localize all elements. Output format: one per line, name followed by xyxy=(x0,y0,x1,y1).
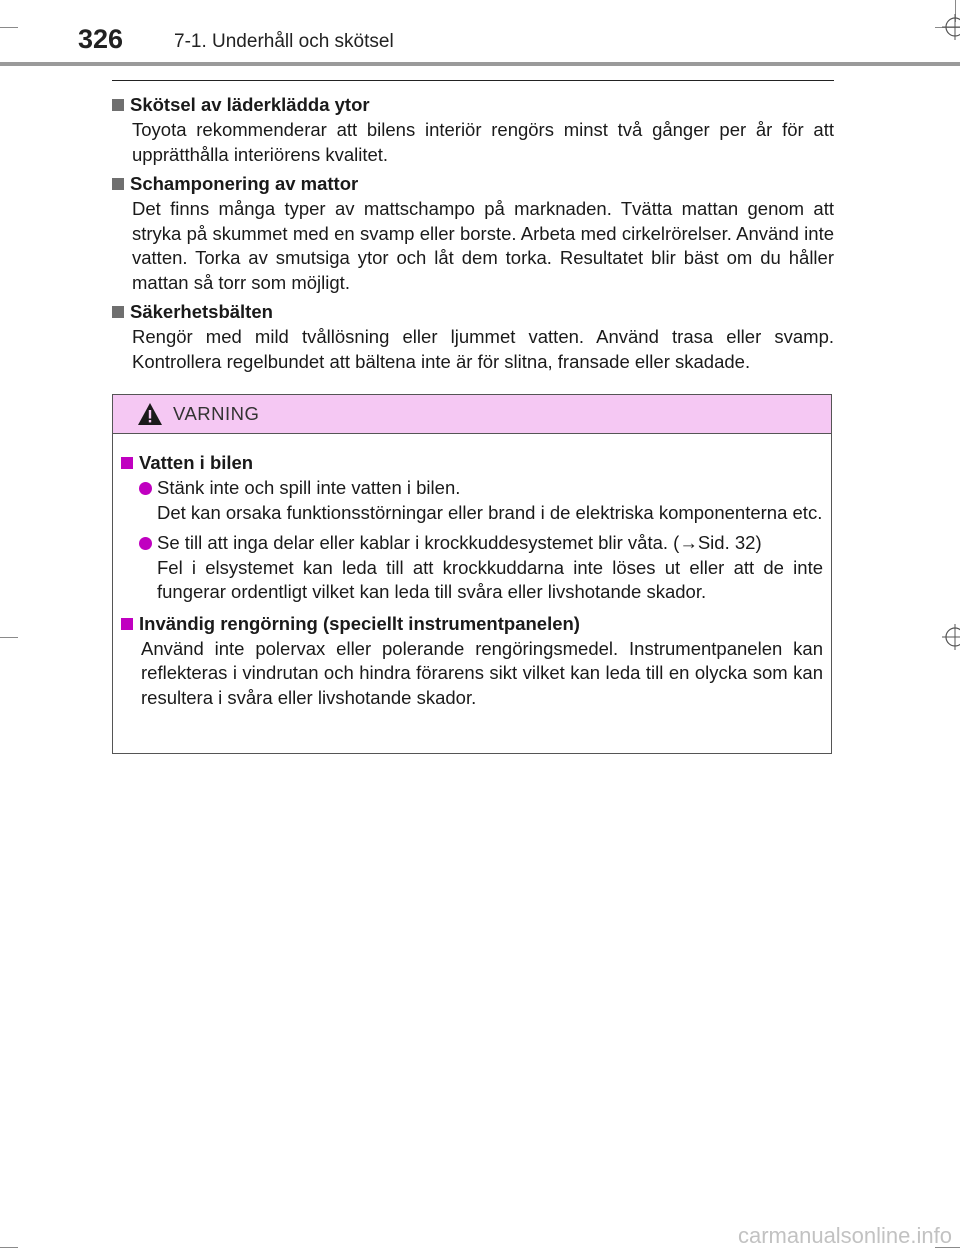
section-title: 7-1. Underhåll och skötsel xyxy=(174,31,394,52)
section-heading-text: Skötsel av läderklädda ytor xyxy=(130,94,370,115)
warning-bullet-text xyxy=(157,476,823,525)
square-bullet-icon xyxy=(112,99,124,111)
section-body-text: Toyota rekommenderar att bilens interiör rengörs minst två gånger per år för att upprätthålla interiörens kvalitet. xyxy=(132,119,834,165)
page-reference-link[interactable]: Sid. 32) xyxy=(697,532,762,553)
crop-line-bottom-left xyxy=(0,1247,18,1248)
warning-block-heading xyxy=(121,611,823,637)
section-leather-care xyxy=(112,92,834,167)
warning-title: VARNING xyxy=(173,403,260,424)
bullet-line: Se till att inga delar eller kablar i krockkuddesystemet blir våta. ( xyxy=(157,532,680,553)
section-body-text: Det finns många typer av mattschampo på marknaden. Tvätta mattan genom att stryka på skummet med en svamp eller borste. Arbeta med cirkelrörelser. Använd inte vatten. Torka av smutsiga ytor och låt dem torka. Resultatet blir bäst om du håller mattan så torr som möjligt. xyxy=(132,198,834,293)
circle-bullet-icon xyxy=(139,537,152,550)
warning-box xyxy=(112,394,832,754)
square-bullet-icon xyxy=(112,178,124,190)
registration-mark-icon xyxy=(942,624,960,650)
square-bullet-icon xyxy=(121,457,133,469)
section-heading xyxy=(112,299,834,325)
section-heading xyxy=(112,171,834,197)
section-heading xyxy=(112,92,834,118)
warning-triangle-icon xyxy=(137,402,163,426)
crop-line-top-left xyxy=(0,27,18,28)
warning-bullet-text xyxy=(157,531,823,605)
warning-body xyxy=(113,434,831,710)
section-heading-text: Säkerhetsbälten xyxy=(130,301,273,322)
warning-block-text: Använd inte polervax eller polerande rengöringsmedel. Instrumentpanelen kan reflekteras i vindrutan och hindra förarens sikt vilket kan leda till en olycka som kan resultera i svåra eller livshotande skador. xyxy=(141,637,823,708)
warning-block-heading-text: Vatten i bilen xyxy=(139,452,254,473)
warning-bullet-item xyxy=(139,476,823,525)
square-bullet-icon xyxy=(112,306,124,318)
page-number: 326 xyxy=(78,24,124,54)
main-content xyxy=(112,92,834,378)
bullet-line: Det kan orsaka funktionsstörningar eller brand i de elektriska komponenterna etc. xyxy=(157,501,823,523)
registration-mark-icon xyxy=(942,14,960,40)
warning-header xyxy=(113,395,831,434)
arrow-right-icon: → xyxy=(679,532,698,553)
warning-block-heading-text: Invändig rengörning (speciellt instrumentpanelen) xyxy=(139,612,580,634)
bullet-line: Stänk inte och spill inte vatten i bilen. xyxy=(157,477,461,498)
section-seat-belts xyxy=(112,299,834,374)
bullet-line: Fel i elsystemet kan leda till att krockkuddarna inte löses ut eller att de inte fungerar ordentligt vilket kan leda till svåra eller livshotande skador. xyxy=(157,556,823,602)
crop-line-mid-left xyxy=(0,637,18,638)
watermark: carmanualsonline.info xyxy=(737,1223,952,1248)
section-heading-text: Schamponering av mattor xyxy=(130,173,359,194)
square-bullet-icon xyxy=(121,618,133,630)
content-top-rule xyxy=(112,80,834,81)
circle-bullet-icon xyxy=(139,482,152,495)
warning-bullet-item xyxy=(139,531,823,605)
header-rule xyxy=(0,62,960,66)
warning-block-heading xyxy=(121,450,823,476)
section-carpet-shampoo xyxy=(112,171,834,295)
section-body-text: Rengör med mild tvållösning eller ljummet vatten. Använd trasa eller svamp. Kontrollera regelbundet att bältena inte är för slitna, fransade eller skadade. xyxy=(132,326,834,372)
